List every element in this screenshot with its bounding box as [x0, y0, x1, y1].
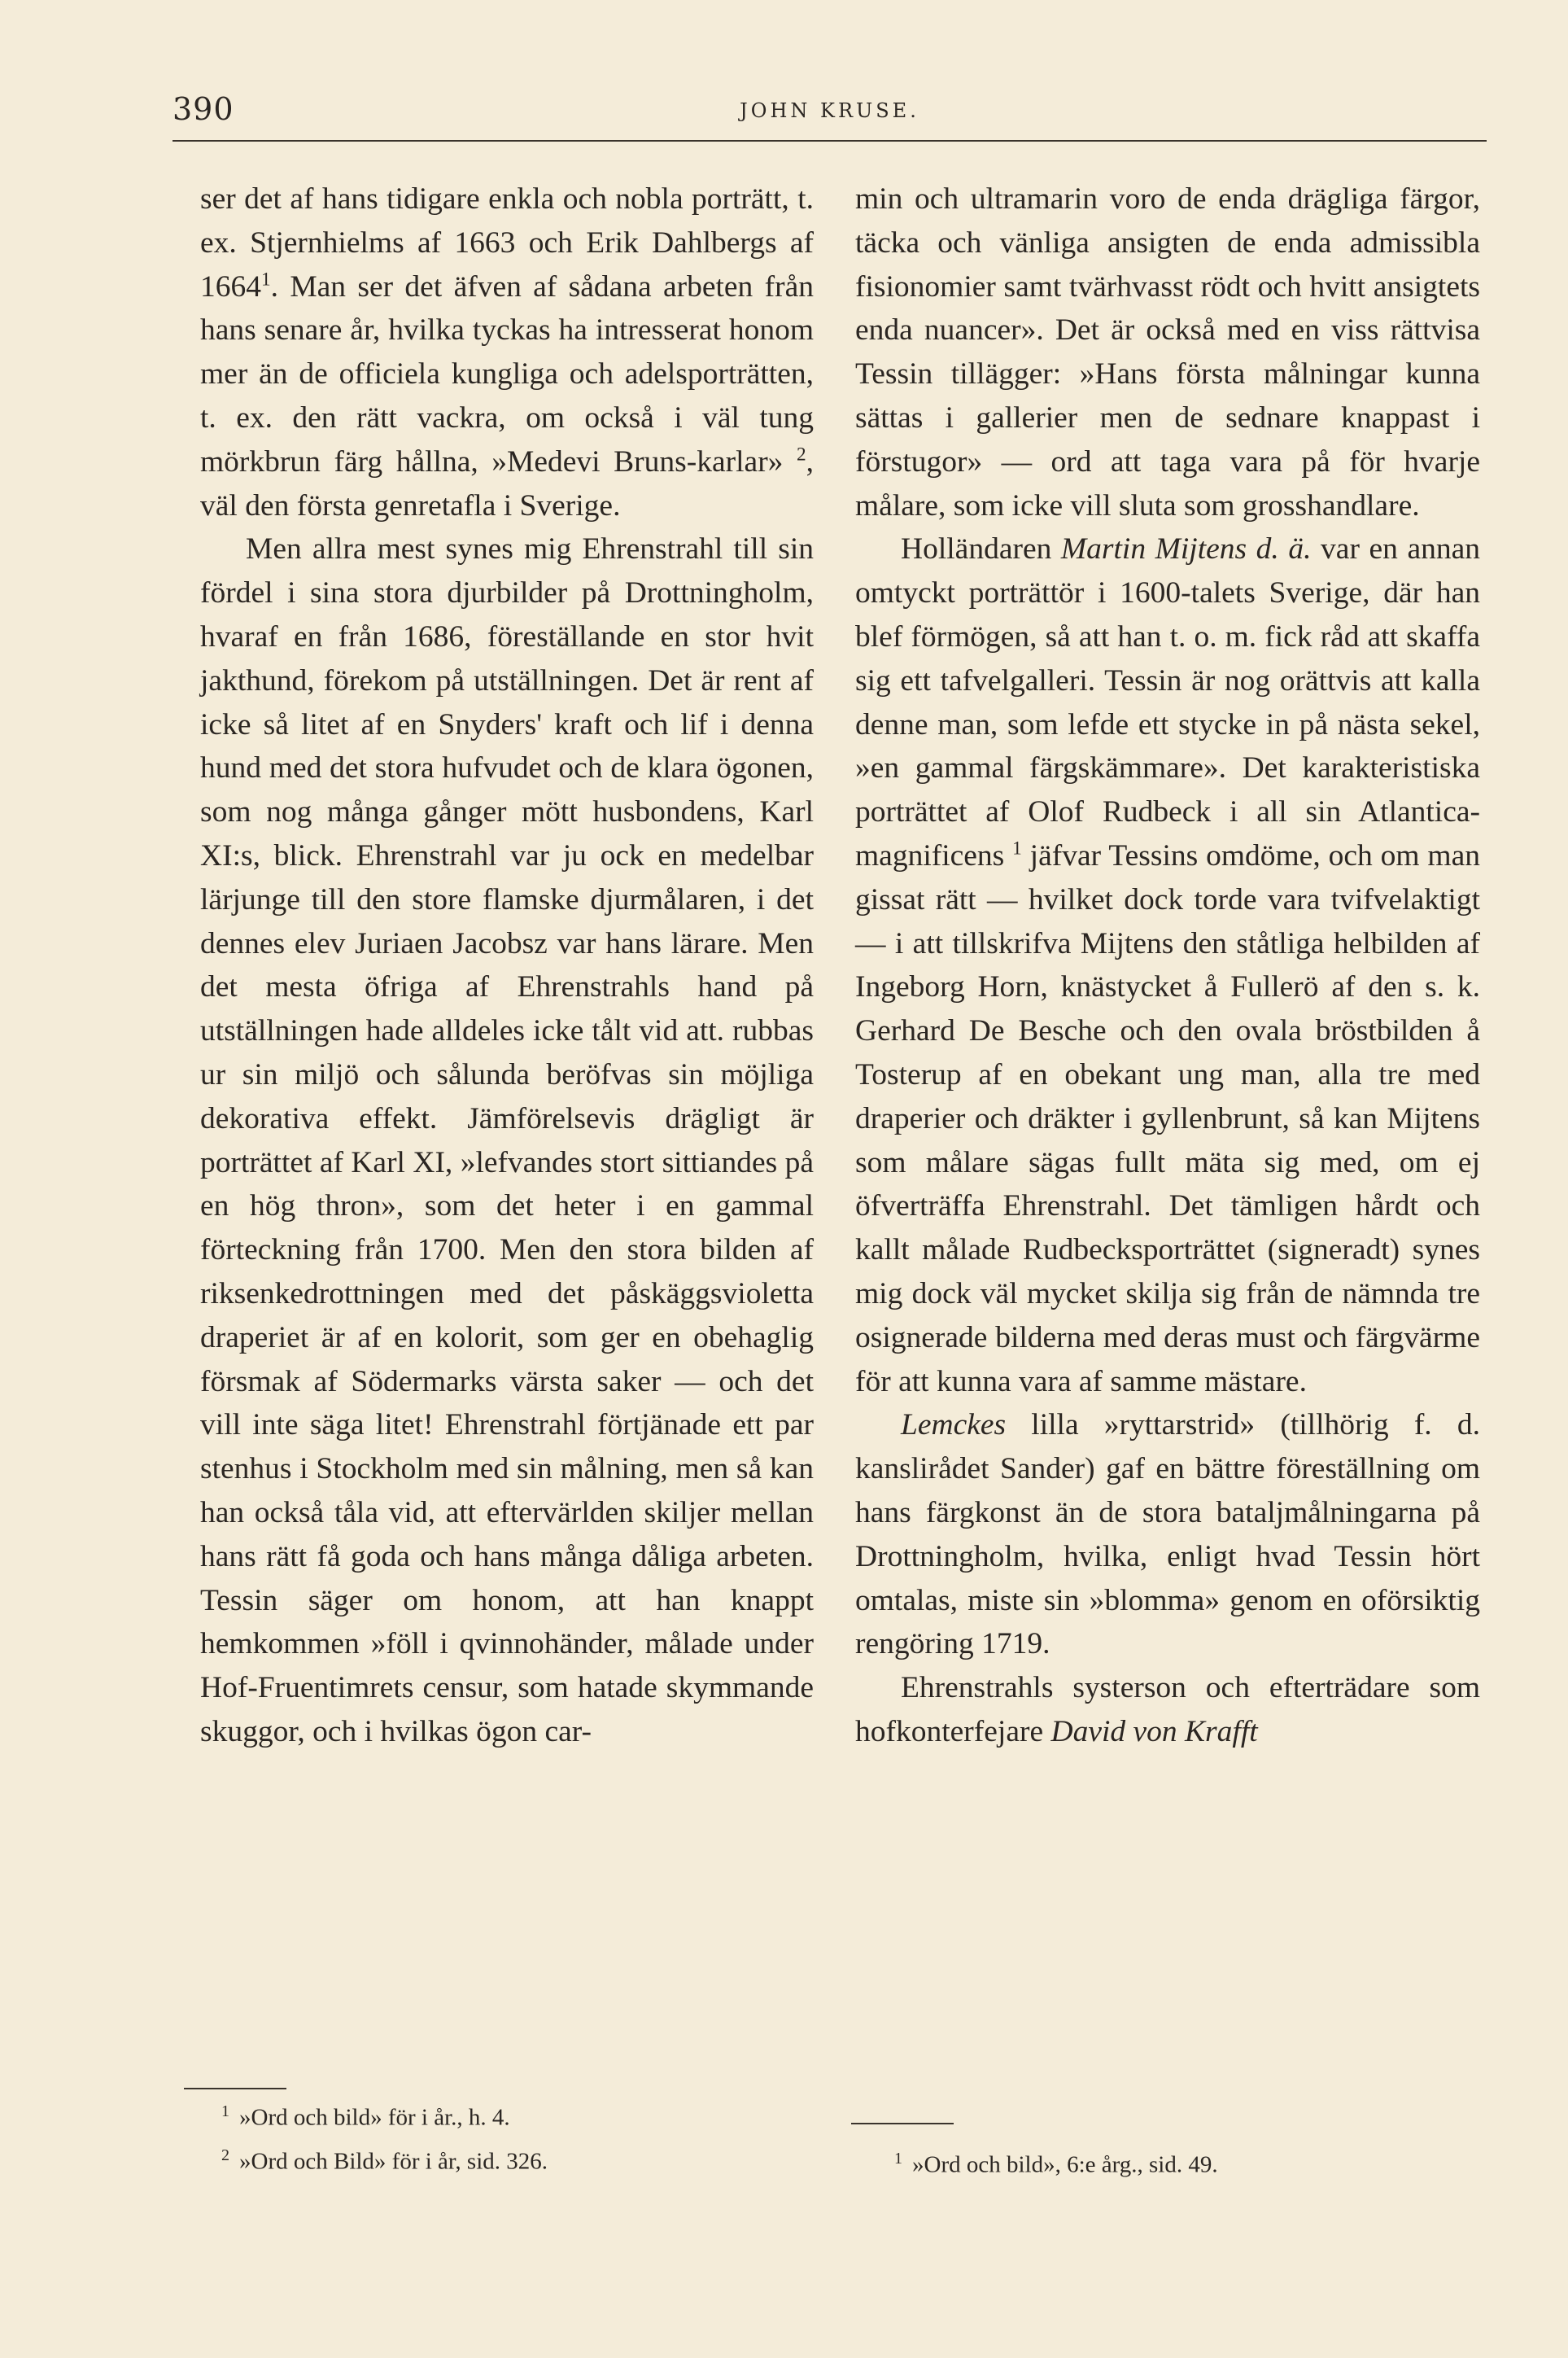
artist-name: Martin Mijtens d. ä. [1060, 532, 1312, 567]
footnote [221, 2102, 510, 2132]
footnote [894, 2150, 1218, 2179]
paragraph: Men allra mest synes mig Ehrenstrahl till sin fördel i sina stora djurbilder på Drottningholm, hvaraf en från 1686, föreställande en stor hvit jakthund, förekom på utställningen. Det är rent af icke så litet af en Snyders' kraft och lif i denna hund med det stora hufvudet och de klara ögonen, som nog många gånger mött husbondens, Karl XI:s, blick. Ehrenstrahl var ju ock en medelbar lärjunge till den store flamske djurmålaren, i det dennes elev Juriaen Jacobsz var hans lärare. Men det mesta öfriga af Ehrenstrahls hand på utställningen hade alldeles icke tålt vid att. rubbas ur sin miljö och sålunda beröfvas sin möjliga dekorativa effekt. Jämförelsevis drägligt är porträttet af Karl XI, »lefvandes stort sittiandes på en hög thron», som det heter i en gammal förteckning från 1700. Men den stora bilden af riksenkedrottningen med det påskäggsvioletta draperiet är af en kolorit, som ger en obehaglig försmak af Södermarks värsta saker — och det vill inte säga litet! Ehrenstrahl förtjänade ett par stenhus i Stockholm med sin målning, men så kan han också tåla vid, att eftervärlden skiljer mellan hans rätt få goda och hans många dåliga arbeten. Tessin säger om honom, att han knappt hemkommen »föll i qvinnohänder, målade under Hof-Fruentimrets censur, som hatade skymmande skuggor, och i hvilkas ögon car- [200, 532, 814, 1748]
footnote-ref: 1 [1012, 838, 1022, 860]
footnote-rule [851, 2123, 954, 2124]
footnote-mark: 1 [221, 2102, 229, 2120]
paragraph: min och ultramarin voro de enda drägliga färgor, täcka och vänliga ansigten de enda admissibla fisionomier samt tvärhvasst rödt och hvitt ansigtets enda nuancer». Det är också med en viss rättvisa Tessin tillägger: »Hans första målningar kunna sättas i gallerier men de sednare knappast i förstugor» — ord att taga vara på för hvarje målare, som icke vill sluta som grosshandlare. [855, 182, 1480, 523]
footnote [221, 2146, 548, 2176]
artist-name: David von Krafft [1050, 1714, 1258, 1748]
text-run: Holländaren [901, 532, 1061, 567]
text-run: lilla »ryttarstrid» (tillhörig f. d. kanslirådet Sander) gaf en bättre föreställning om hans färgkonst än de stora bataljmålningarna på Drottningholm, hvilka, enligt hvad Tessin hört omtalas, miste sin »blomma» genom en oförsiktig rengöring 1719. [855, 1408, 1480, 1661]
footnote-text: »Ord och bild» för i år., h. 4. [239, 2104, 510, 2131]
text-run: var en annan omtyckt porträttör i 1600-talets Sverige, där han blef förmögen, så att han t. o. m. fick råd att skaffa sig ett tafvelgalleri. Tessin är nog orättvis att kalla denne man, som lefde ett stycke in på nästa sekel, »en gammal färgskämmare». Det karakteristiska porträttet af Olof Rudbeck i all sin Atlantica-magnificens [855, 532, 1480, 873]
left-column [200, 177, 814, 1754]
text-run: ser det af hans tidigare enkla och nobla porträtt, t. ex. Stjernhielms af 1663 och Erik Dahlbergs af 1664 [200, 182, 814, 304]
footnote-ref: 1 [261, 269, 271, 291]
footnote-text: »Ord och Bild» för i år, sid. 326. [239, 2148, 548, 2175]
footnote-rule [184, 2088, 286, 2089]
footnote-mark: 1 [894, 2150, 902, 2168]
footnote-ref: 2 [797, 444, 806, 466]
paragraph [855, 1403, 1480, 1666]
right-column [855, 177, 1480, 1754]
footnote-mark: 2 [221, 2146, 229, 2164]
text-run: . Man ser det äfven af sådana arbeten från hans senare år, hvilka tyckas ha intresserat honom mer än de officiela kungliga och adelsporträtten, t. ex. den rätt vackra, om också i väl tung mörkbrun färg hållna, »Medevi Bruns-karlar» [200, 269, 814, 479]
running-head: JOHN KRUSE. [740, 99, 919, 122]
header-rule [173, 140, 1487, 142]
text-run: , väl den första genretafla i Sverige. [200, 444, 814, 523]
artist-name: Lemckes [901, 1408, 1007, 1442]
paragraph [855, 527, 1480, 1403]
paragraph [855, 1666, 1480, 1754]
paragraph [200, 177, 814, 527]
page-number: 390 [173, 91, 234, 127]
text-run: jäfvar Tessins omdöme, och om man gissat rätt — hvilket dock torde vara tvifvelaktigt — i att tillskrifva Mijtens den ståtliga helbilden af Ingeborg Horn, knästycket å Fullerö af den s. k. Gerhard De Besche och den ovala bröstbilden å Tosterup af en obekant ung man, alla tre med draperier och dräkter i gyllenbrunt, så kan Mijtens som målare sägas fullt mäta sig med, om ej öfverträffa Ehrenstrahl. Det tämligen hårdt och kallt målade Rudbecksporträttet (signeradt) synes mig dock väl mycket skilja sig från de nämnda tre osignerade bilderna med deras must och färgvärme för att kunna vara af samme mästare. [855, 838, 1480, 1398]
text-run: Ehrenstrahls systerson och efterträdare som hofkonterfejare [855, 1671, 1480, 1748]
footnote-text: »Ord och bild», 6:e årg., sid. 49. [912, 2151, 1218, 2178]
page-header [173, 91, 1487, 142]
